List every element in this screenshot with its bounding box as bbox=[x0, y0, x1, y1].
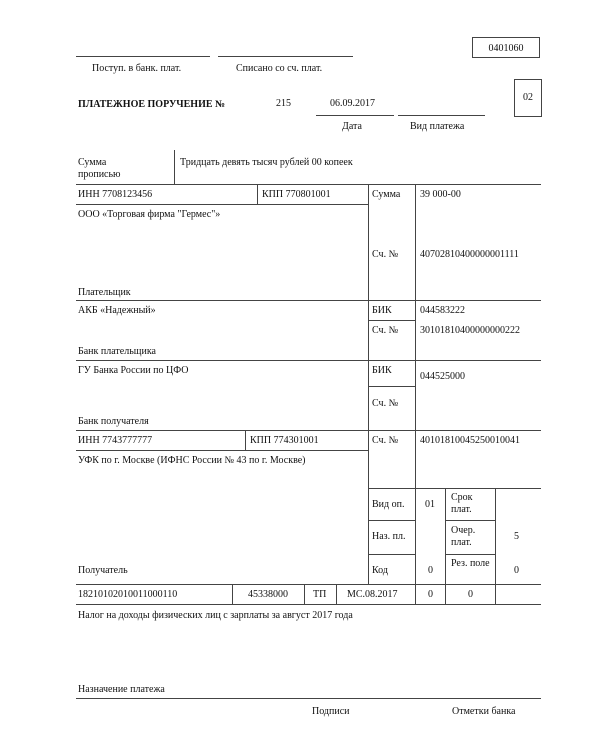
col-line-docdate bbox=[445, 584, 446, 604]
amount-words-divider bbox=[174, 150, 175, 184]
row-line-payer-end bbox=[76, 300, 541, 301]
recipient-acc-label: Сч. № bbox=[372, 435, 399, 446]
page-title: ПЛАТЕЖНОЕ ПОРУЧЕНИЕ № bbox=[78, 99, 226, 110]
order-number: 215 bbox=[276, 98, 291, 109]
payer-bank-acc-label: Сч. № bbox=[372, 325, 399, 336]
naz-label: Наз. пл. bbox=[372, 531, 406, 542]
row-line-payerbank-end bbox=[76, 360, 541, 361]
recipient-bank-label: Банк получателя bbox=[78, 416, 149, 427]
row-line-recipient-inn bbox=[76, 450, 368, 451]
purpose-text: Налог на доходы физических лиц с зарплаты за август 2017 года bbox=[78, 610, 353, 621]
row-line-kod-top bbox=[368, 554, 415, 555]
payer-label: Плательщик bbox=[78, 287, 131, 298]
payer-bank-bik-value: 044583222 bbox=[420, 305, 465, 316]
row-line-rez-top bbox=[445, 554, 495, 555]
ochered-label: Очер. плат. bbox=[451, 525, 476, 548]
payer-bank-label: Банк плательщика bbox=[78, 346, 156, 357]
payment-type-label: Вид платежа bbox=[410, 121, 465, 132]
rez-value: 0 bbox=[514, 565, 519, 576]
srok-label: Срок плат. bbox=[451, 492, 473, 515]
amount-words-value: Тридцать девять тысяч рублей 00 копеек bbox=[180, 157, 353, 168]
col-line-kpp-payer bbox=[257, 184, 258, 204]
date-line bbox=[316, 115, 394, 116]
row-line-tax-top bbox=[76, 584, 541, 585]
payer-acc-label: Сч. № bbox=[372, 249, 399, 260]
order-date: 06.09.2017 bbox=[330, 98, 375, 109]
col-line-period bbox=[336, 584, 337, 604]
kod-value: 0 bbox=[428, 565, 433, 576]
payer-inn: ИНН 7708123456 bbox=[78, 189, 153, 200]
row-line-tax-bottom bbox=[76, 604, 541, 605]
recipient-bank-bik-label: БИК bbox=[372, 365, 392, 376]
signatures-label: Подписи bbox=[312, 706, 350, 717]
col-line-srok-values bbox=[495, 488, 496, 584]
payer-bank-bik-label: БИК bbox=[372, 305, 392, 316]
row-line-recipientbank-end bbox=[76, 430, 541, 431]
tax-oktmo: 45338000 bbox=[248, 589, 288, 600]
row-line-vidop-top bbox=[368, 488, 541, 489]
sum-value: 39 000-00 bbox=[420, 189, 461, 200]
tax-doc-number: 0 bbox=[428, 589, 433, 600]
payer-bank-name: АКБ «Надежный» bbox=[78, 305, 156, 316]
payer-name: ООО «Торговая фирма "Гермес"» bbox=[78, 209, 221, 220]
row-line-bik-recipient bbox=[368, 386, 415, 387]
vid-op-label: Вид оп. bbox=[372, 499, 405, 510]
tax-basis: ТП bbox=[313, 589, 327, 600]
payer-bank-acc-value: 30101810400000000222 bbox=[420, 325, 520, 336]
sum-label: Сумма bbox=[372, 189, 401, 200]
vid-op-value: 01 bbox=[425, 499, 435, 510]
payer-acc-value: 40702810400000001111 bbox=[420, 249, 519, 260]
payment-kind-code: 02 bbox=[523, 92, 533, 103]
recipient-name: УФК по г. Москве (ИФНС России № 43 по г. Москве) bbox=[78, 455, 306, 466]
col-line-values bbox=[415, 184, 416, 488]
recipient-inn: ИНН 7743777777 bbox=[78, 435, 153, 446]
col-line-oktmo bbox=[232, 584, 233, 604]
col-line-basis bbox=[304, 584, 305, 604]
row-line-2 bbox=[76, 204, 368, 205]
payment-kind-box bbox=[514, 79, 542, 117]
row-line-ochered-top bbox=[445, 520, 495, 521]
col-line-main bbox=[368, 184, 369, 584]
ochered-value: 5 bbox=[514, 531, 519, 542]
recipient-label: Получатель bbox=[78, 565, 128, 576]
col-line-tax-end bbox=[495, 584, 496, 604]
bank-marks-label: Отметки банка bbox=[452, 706, 516, 717]
col-line-srok bbox=[445, 488, 446, 584]
tax-doc-date: 0 bbox=[468, 589, 473, 600]
payment-type-line bbox=[398, 115, 485, 116]
rez-label: Рез. поле bbox=[451, 558, 490, 569]
col-line-kpp-recipient bbox=[245, 430, 246, 450]
kod-label: Код bbox=[372, 565, 388, 576]
recipient-bank-bik-value: 044525000 bbox=[420, 371, 465, 382]
recipient-bank-name: ГУ Банка России по ЦФО bbox=[78, 365, 189, 376]
received-label: Поступ. в банк. плат. bbox=[92, 63, 182, 74]
received-line bbox=[76, 56, 210, 57]
row-line-purpose-bottom bbox=[76, 698, 541, 699]
tax-period: МС.08.2017 bbox=[347, 589, 398, 600]
row-line-1 bbox=[76, 184, 541, 185]
okud-code-box bbox=[472, 37, 540, 58]
col-line-docnum bbox=[415, 584, 416, 604]
recipient-acc-value: 40101810045250010041 bbox=[420, 435, 520, 446]
debited-label: Списано со сч. плат. bbox=[236, 63, 323, 74]
col-line-vidop-values bbox=[415, 488, 416, 584]
recipient-bank-acc-label: Сч. № bbox=[372, 398, 399, 409]
recipient-kpp: КПП 774301001 bbox=[250, 435, 319, 446]
debited-line bbox=[218, 56, 353, 57]
amount-words-label: Сумма прописью bbox=[78, 157, 121, 180]
purpose-label: Назначение платежа bbox=[78, 684, 165, 695]
payer-kpp: КПП 770801001 bbox=[262, 189, 331, 200]
okud-code: 0401060 bbox=[488, 43, 524, 54]
row-line-bik-payer bbox=[368, 320, 415, 321]
row-line-naz-top bbox=[368, 520, 415, 521]
date-label: Дата bbox=[342, 121, 362, 132]
tax-kbk: 18210102010011000110 bbox=[78, 589, 178, 600]
